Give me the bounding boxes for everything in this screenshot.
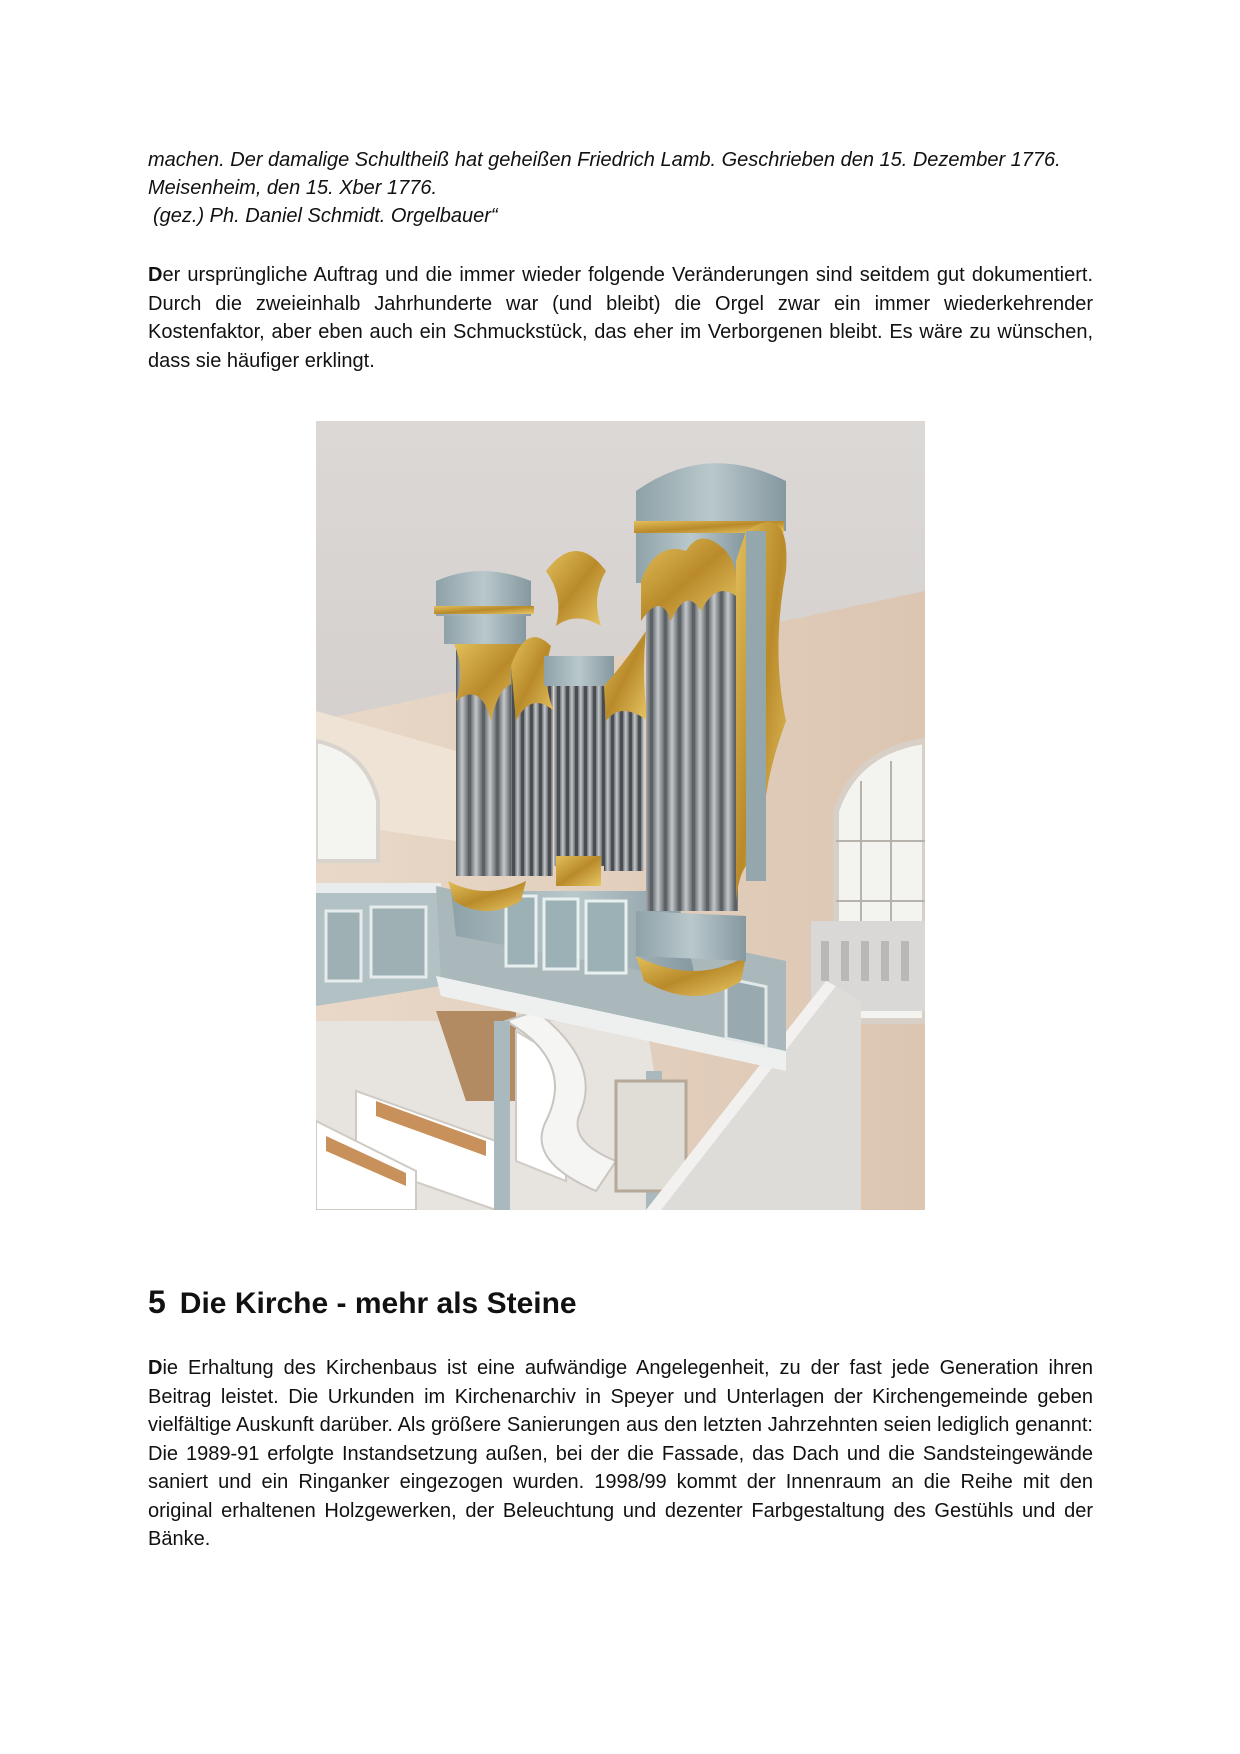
section-title: Die Kirche - mehr als Steine xyxy=(179,1287,577,1320)
section-heading xyxy=(148,1282,577,1324)
paragraph-church xyxy=(148,1354,1093,1554)
drop-letter: D xyxy=(148,1357,163,1379)
quote-line: Meisenheim, den 15. Xber 1776. xyxy=(148,177,438,199)
quote-line: machen. Der damalige Schultheiß hat geheißen Friedrich Lamb. Geschrieben den 15. Dezember 1776. xyxy=(148,149,1061,171)
quote-block xyxy=(148,146,1093,230)
organ-photo xyxy=(316,421,925,1210)
drop-letter: D xyxy=(148,264,163,286)
paragraph-organ xyxy=(148,261,1093,375)
quote-signature: (gez.) Ph. Daniel Schmidt. Orgelbauer“ xyxy=(153,205,498,227)
paragraph-text: er ursprüngliche Auftrag und die immer wieder folgende Veränderungen sind seitdem gut dokumentiert. Durch die zweieinhalb Jahrhunderte war (und bleibt) die Orgel zwar ein immer wiederkehrender Kostenfaktor, aber eben auch ein Schmuckstück, das eher im Verborgenen bleibt. Es wäre zu wünschen, dass sie häufiger erklingt. xyxy=(148,264,1093,372)
paragraph-text: ie Erhaltung des Kirchenbaus ist eine aufwändige Angelegenheit, zu der fast jede Generation ihren Beitrag leistet. Die Urkunden im Kirchenarchiv in Speyer und Unterlagen der Kirchengemeinde geben vielfältige Auskunft darüber. Als größere Sanierungen aus den letzten Jahrzehnten seien lediglich genannt: Die 1989-91 erfolgte Instandsetzung außen, bei der die Fassade, das Dach und die Sandsteingewände saniert und ein Ringanker eingezogen wurden. 1998/99 kommt der Innenraum an die Reihe mit den original erhaltenen Holzgewerken, der Beleuchtung und dezenter Farbgestaltung des Gestühls und der Bänke. xyxy=(148,1357,1093,1550)
section-number: 5 xyxy=(148,1284,166,1320)
